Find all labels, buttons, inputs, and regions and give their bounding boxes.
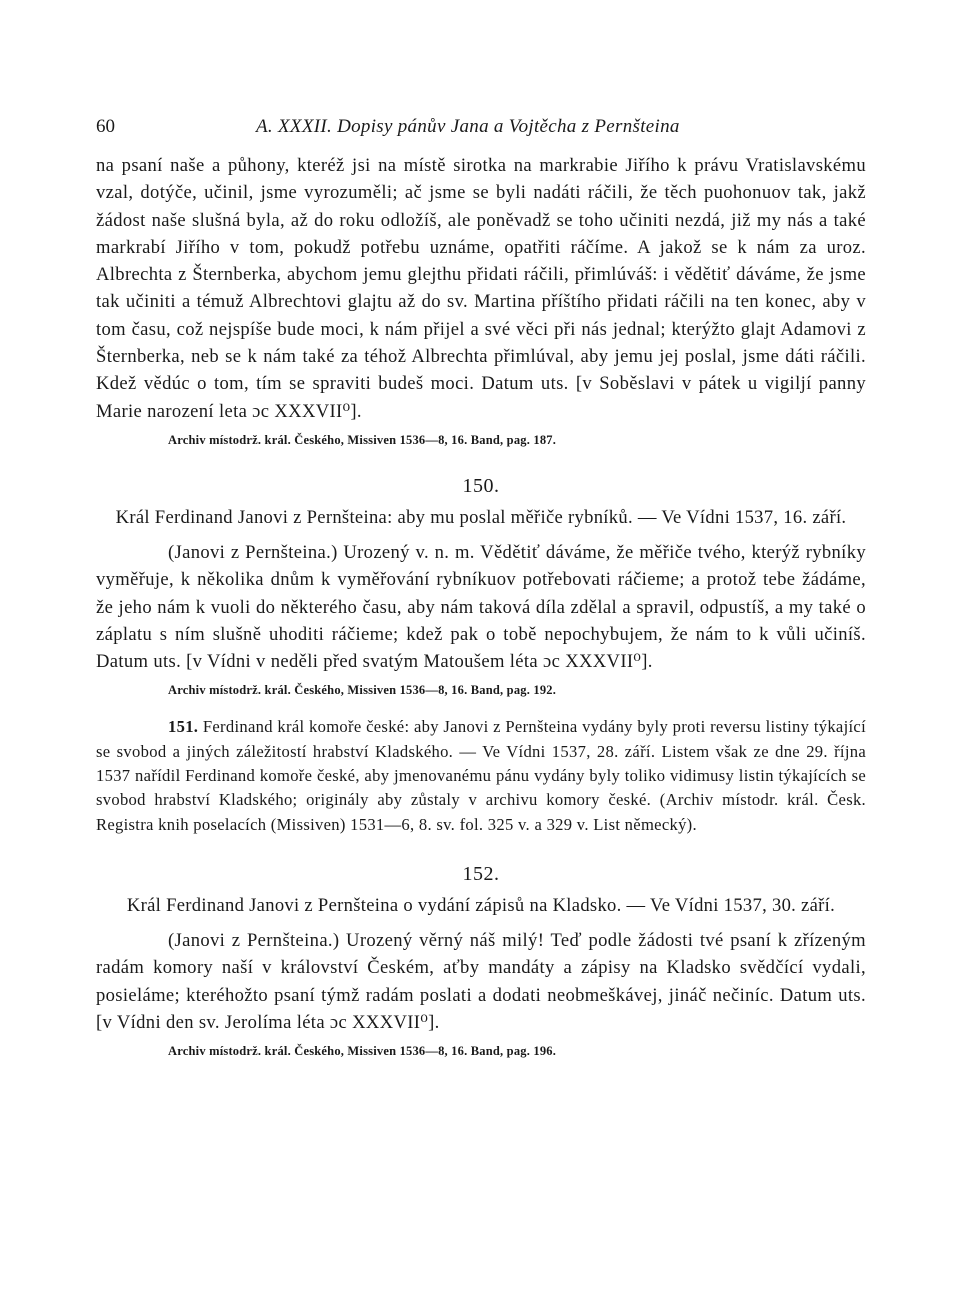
letter-152	[96, 927, 866, 1036]
letter-149-text: na psaní naše a půhony, kteréž jsi na místě sirotka na markrabie Jiřího k právu Vratislavskému vzal, dotýče, učinil, jsme vyrozuměli; ač jsme se byli nadáti ráčili, že těch puohonuov tak, jakž žádost naše slušná byla, až do roku odložíš, ale poněvadž se toho učiniti nezdá, již my nás a také markrabí Jiřího v tom, pokudž potřebu uznáme, opatřiti ráčíme. A jakož se k nám za uroz. Albrechta z Šternberka, abychom jemu glejthu přidati ráčili, přimlúváš: i vědětiť dáváme, že jsme tak učiniti a témuž Albrechtovi glajtu až do sv. Martina příštího přidati ráčili na ten konec, aby v tom času, což nejspíše bude moci, k nám přijel a své věci při nás jednal; kterýžto glajt Adamovi z Šternberka, neb se k nám také za téhož Albrechta přimlúval, aby jemu jej poslal, jsme dáti ráčili. Kdež vědúc o tom, tím se spraviti budeš moci. Datum uts. [v Soběslavi v pátek u vigiljí panny Marie narození leta ɔc XXXVII⁰].	[96, 155, 866, 422]
page-number: 60	[96, 116, 115, 137]
page	[96, 108, 866, 1060]
letter-152-archive-note: Archiv místodrž. král. Českého, Missiven 1536—8, 16. Band, pag. 196.	[168, 1044, 557, 1059]
running-head	[96, 108, 866, 148]
letter-150-text: (Janovi z Pernšteina.) Urozený v. n. m. Vědětiť dáváme, že měřiče tvého, kterýž rybníky vyměřuje, k několika dnům k vyměřování rybníkuov potřebovati ráčieme; a protož tebe žádáme, že jeho nám k vuoli do některého času, aby nám taková díla zdělal a spravil, odpustíš, a my také o záplatu s ním slušně uhoditi ráčieme; kdež pak o tobě nepochybujem, že nám to k vůli učiníš. Datum uts. [v Vídni v neděli před svatým Matoušem léta ɔc XXXVII⁰].	[96, 541, 866, 673]
letter-149-archive-note: Archiv místodrž. král. Českého, Missiven 1536—8, 16. Band, pag. 187.	[168, 432, 557, 447]
running-title: A. XXXII. Dopisy pánův Jana a Vojtěcha z Pernšteina	[256, 116, 680, 137]
document-heading-150: Král Ferdinand Janovi z Pernšteina: aby mu poslal měřiče rybníků. — Ve Vídni 1537, 16. září.	[115, 506, 847, 528]
letter-150	[96, 539, 866, 675]
document-number-152: 152.	[462, 862, 500, 885]
letter-152-text: (Janovi z Pernšteina.) Urozený věrný náš milý! Teď podle žádosti tvé psaní k zřízeným radám komory naší v království Českém, aťby mandáty a zápisy na Kladsko svědčící vydali, posieláme; kteréhožto psaní týmž radám poslati a dodati neobmeškávej, jináč nečiníc. Datum uts. [v Vídni den sv. Jerolíma léta ɔc XXXVII⁰].	[96, 929, 866, 1033]
document-number-150: 150.	[462, 474, 500, 497]
letter-150-archive-note: Archiv místodrž. král. Českého, Missiven 1536—8, 16. Band, pag. 192.	[168, 683, 557, 698]
letter-149	[96, 152, 866, 425]
regest-151	[96, 715, 866, 836]
document-heading-152: Král Ferdinand Janovi z Pernšteina o vydání zápisů na Kladsko. — Ve Vídni 1537, 30. září.	[126, 894, 836, 916]
regest-151-number: 151.	[168, 717, 199, 737]
regest-151-text: Ferdinand král komoře české: aby Janovi z Pernšteina vydány byly proti reversu listiny týkající se svobod a jiných záležitostí hrabství Kladského. — Ve Vídni 1537, 28. září. Listem však ze dne 29. října 1537 nařídil Ferdinand komoře české, aby jmenovanému pánu vydány byly toliko vidimusy listin týkajících se svobod hrabství Kladského; originály aby zůstaly v archivu komory české. (Archiv místodr. král. Česk. Registra knih poselacích (Missiven) 1531—6, 8. sv. fol. 325 v. a 329 v. List německý).	[96, 717, 866, 834]
